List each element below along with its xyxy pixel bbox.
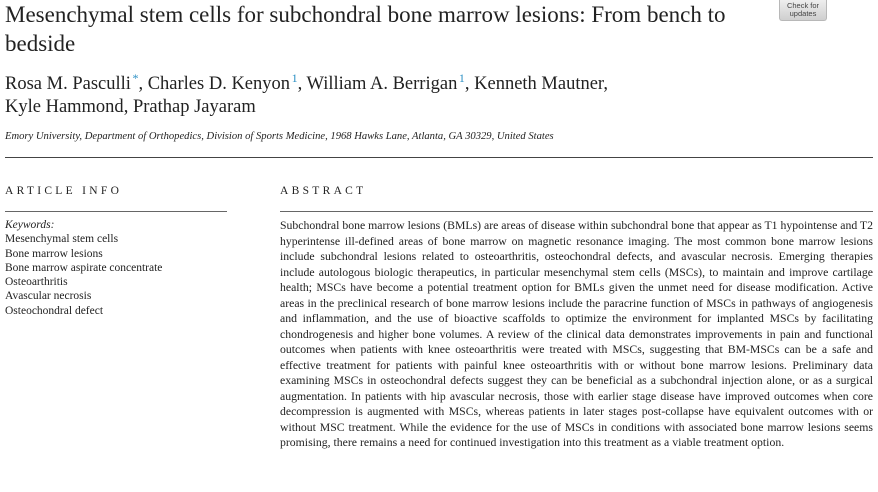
check-for-updates-button[interactable] xyxy=(779,0,827,21)
article-title: Mesenchymal stem cells for subchondral bone marrow lesions: From bench to bedside xyxy=(5,2,726,56)
abstract-divider xyxy=(280,211,873,212)
article-info-heading: ARTICLE INFO xyxy=(5,185,123,197)
keyword-item: Mesenchymal stem cells xyxy=(5,233,119,246)
keywords-section xyxy=(5,218,162,318)
author-footnote-link[interactable]: 1 xyxy=(458,71,465,85)
author-name: Charles D. Kenyon xyxy=(147,74,291,94)
author-name: Rosa M. Pasculli xyxy=(5,74,131,94)
header-divider xyxy=(5,157,873,158)
author-list: Rosa M. Pasculli *, Charles D. Kenyon $^1$, William A. Berrigan $^1$, Kenneth Mautner, Kyle Hammond, Prathap Jayaram xyxy=(5,71,608,117)
keyword-item: Bone marrow aspirate concentrate xyxy=(5,261,163,274)
keyword-item: Avascular necrosis xyxy=(5,290,92,303)
abstract-heading: ABSTRACT xyxy=(280,185,367,197)
author-footnote-link[interactable]: * xyxy=(132,71,139,85)
author-footnote-link[interactable]: 1 xyxy=(291,71,298,85)
article-info-divider xyxy=(5,211,227,212)
badge-line-2: updates xyxy=(789,9,817,18)
author-name: William A. Berrigan xyxy=(306,74,458,94)
abstract-text: Subchondral bone marrow lesions (BMLs) are areas of disease within subchondral bone that appear as T1 hypointense and T2 hyperintense ill-defined areas of bone marrow on magnetic resonance imaging. The most common bone marrow lesions include subchondral lesions related to osteoarthritis, osteochondral defects, and avascular necrosis. Emerging therapies include autologous biologic therapeutics, in particular mesenchymal stem cells (MSCs), to maintain and improve cartilage health; MSCs have become a potential treatment option for BMLs given the unmet need for disease modification. Active areas in the preclinical research of bone marrow lesions include the paracrine function of MSCs in pathways of angiogenesis and inflammation, and the use of bioactive scaffolds to optimize the environment for implanted MSCs by facilitating chondrogenesis and higher bone volumes. A review of the clinical data demonstrates improvements in pain and functional outcomes when patients with knee osteoarthritis were treated with MSCs, suggesting that BM-MSCs can be a safe and effective treatment for patients with painful knee osteoarthritis with or without bone marrow lesions. Preliminary data examining MSCs in osteochondral defects suggest they can be beneficial as a subchondral injection alone, or as a surgical augmentation. In patients with hip avascular necrosis, those with earlier stage disease have improved outcomes when core decompression is augmented with MSCs, whereas patients in later stages post-collapse have equivalent outcomes with or without MSC treatment. While the evidence for the use of MSCs in conditions with associated bone marrow lesions seems promising, there remains a need for continued investigation into this treatment as a viable treatment option. xyxy=(280,219,873,449)
affiliation: Emory University, Department of Orthopedics, Division of Sports Medicine, 1968 Hawks Lane, Atlanta, GA 30329, United States xyxy=(5,131,554,142)
author-name: Kyle Hammond xyxy=(5,97,124,117)
badge-line-1: Check for xyxy=(786,1,820,10)
author-name: Prathap Jayaram xyxy=(132,97,256,117)
keyword-item: Osteochondral defect xyxy=(5,304,104,317)
keywords-label: Keywords: xyxy=(5,219,55,231)
author-name: Kenneth Mautner xyxy=(474,74,604,94)
keyword-item: Bone marrow lesions xyxy=(5,247,103,260)
keyword-item: Osteoarthritis xyxy=(5,276,68,289)
